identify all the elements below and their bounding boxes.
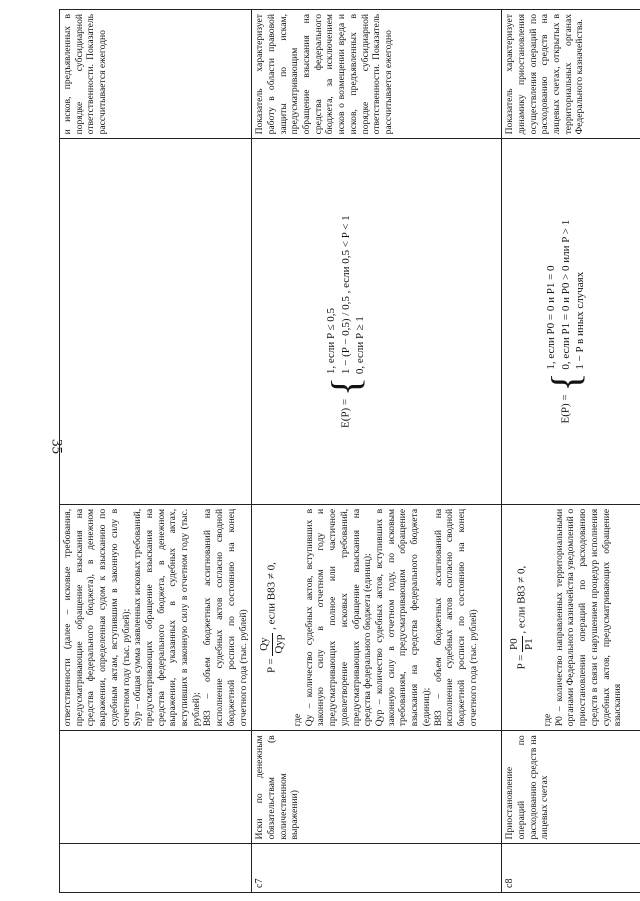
row-description	[60, 504, 252, 730]
description-line: В83 – объем бюджетных ассигнований на исполнение судебных актов согласно сводной бюджетной росписи по состоянию на конец отчетного года (тыс. рублей)	[432, 508, 479, 727]
row-formula	[252, 139, 502, 504]
row-comment: и исков, предъявленных в порядке субсидиарной ответственности. Показатель рассчитывается ежегодно	[60, 10, 252, 139]
formula-case: 1, если P ≤ 0,5	[325, 307, 338, 375]
formula-case: 0, если P ≥ 1	[354, 316, 367, 375]
table-row	[252, 10, 502, 893]
formula-cases	[544, 220, 588, 370]
row-description	[252, 504, 502, 730]
formula-case: 1 − (P − 0,5) / 0,5 , если 0,5 < P < 1	[339, 215, 352, 375]
row-formula	[60, 139, 252, 504]
description-line: где	[542, 713, 554, 727]
description-line: ответственности (далее – исковые требования, предусматривающие обращение взыскания на средства федерального бюджета), в денежном выражении, определенная судом к взысканию по судебным актам, вступившим в законную силу в отчетном году (тыс. рублей);	[62, 508, 132, 727]
row-description	[502, 504, 640, 730]
description-line: Qу – количество судебных актов, вступивших в законную силу в отчетном году и предусматривающих полное или частичное удовлетворение исковых требований, предусматривающих обращение взыскания на средства федерального бюджета (единиц);	[303, 508, 374, 727]
row-code: с8	[502, 844, 640, 893]
formula-cases	[324, 215, 368, 374]
brace-icon: {	[543, 372, 589, 392]
row-code: с7	[252, 844, 502, 893]
row-name	[60, 731, 252, 844]
formula-case: 1 − P в иных случаях	[574, 271, 587, 370]
description-line: где	[292, 713, 304, 727]
ratio-formula	[508, 509, 536, 726]
formula-condition: , если В83 ≠ 0,	[515, 565, 528, 634]
formula-lhs: P =	[265, 658, 278, 674]
formula-fraction	[508, 636, 536, 652]
row-comment: Показатель характеризует динамику приостановления осуществления операций по расходованию средств на лицевых счетах, открытых в территориальных органах Федерального казначейства.	[502, 10, 640, 139]
brace-icon: {	[323, 376, 369, 397]
formula-lhs: E(P) =	[559, 394, 572, 424]
description-line: P0 – количество направленных территориальными органами Федерального казначейства уведомлений о приостановлении операций по расходованию средств в связи с нарушением процедур исполнения судебных актов, предусматривающих обращение взыскания	[553, 508, 624, 727]
ratio-formula	[258, 509, 286, 726]
formula-condition: , если В83 ≠ 0,	[265, 562, 278, 630]
formula-lhs: E(P) =	[339, 398, 352, 428]
description-line: Sур – общая сумма заявленных исковых требований, предусматривающих обращение взыскания на средства федерального бюджета, в денежном выражении, указанных в судебных актах, вступивших в законную силу в отчетном году (тыс. рублей);	[132, 508, 202, 727]
rotated-table-page	[59, 9, 624, 893]
formula-numerator: P0	[508, 636, 522, 652]
description-line: В83 – объем бюджетных ассигнований на исполнение судебных актов согласно сводной бюджетной росписи по состоянию на конец отчетного года (тыс. рублей)	[202, 508, 249, 727]
formula-lhs: P =	[515, 654, 528, 670]
formula-denominator: P1	[522, 638, 535, 650]
row-comment: Показатель характеризует работу в области правовой защиты по искам, предусматривающим обращение взыскания на средства федерального бюджета, за исключением исков о возмещении вреда и исков, предъявленных в порядке субсидиарной ответственности. Показатель рассчитывается ежегодно	[252, 10, 502, 139]
formula-numerator: Qу	[258, 633, 272, 656]
row-name: Иски по денежным обязательствам (в количественном выражении)	[252, 731, 502, 844]
description-line: Qур – количество судебных актов, вступивших в законную силу в отчетном году, по исковым требованиям, предусматривающим обращение взыскания на средства федерального бюджета (единиц);	[373, 508, 432, 727]
formula-denominator: Qур	[272, 634, 285, 654]
table-row	[60, 10, 252, 893]
indicator-table	[59, 9, 640, 893]
formula-case: 1, если P0 = 0 и P1 = 0	[545, 265, 558, 370]
table-row	[502, 10, 640, 893]
row-name: Приостановление операций по расходованию средств на лицевых счетах	[502, 731, 640, 844]
page-number: 35	[48, 439, 65, 454]
formula-case: 0, если P1 = 0 и P0 > 0 или P > 1	[559, 219, 572, 370]
row-formula	[502, 139, 640, 504]
formula-fraction	[258, 633, 286, 656]
row-code	[60, 844, 252, 893]
